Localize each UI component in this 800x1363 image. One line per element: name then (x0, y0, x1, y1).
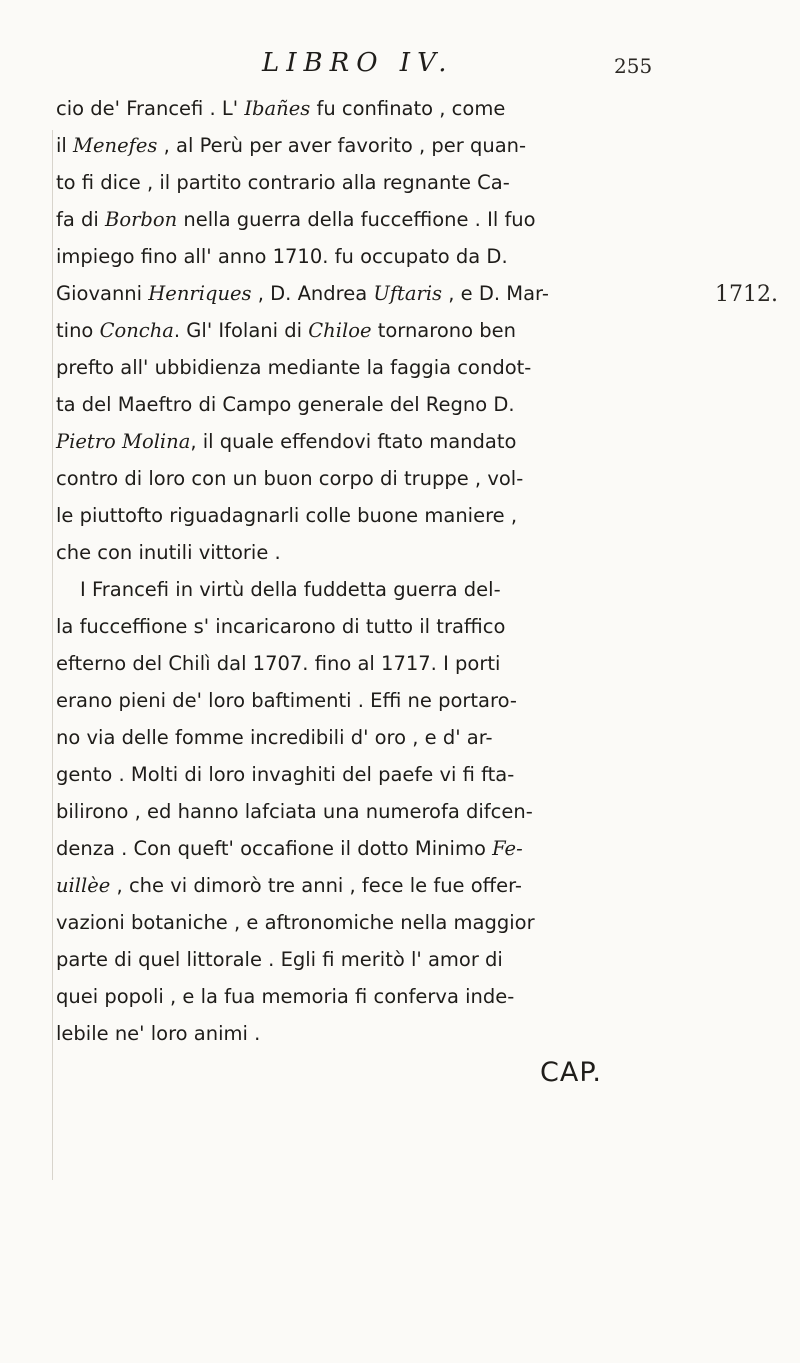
text-span: fa di (56, 208, 106, 231)
text-span: to fi dice , il partito contrario alla regnante Ca- (56, 171, 510, 194)
text-span: bilirono , ed hanno lafciata una numerofa difcen- (56, 800, 533, 823)
text-line (56, 904, 656, 941)
text-line (56, 90, 656, 127)
running-head: LIBRO IV. (262, 48, 454, 78)
text-span: . Gl' Ifolani di (173, 319, 309, 342)
text-span: efterno del Chilì dal 1707. fino al 1717. I porti (56, 652, 501, 675)
text-span: che con inutili vittorie . (56, 541, 281, 564)
italic-text: uillèe (56, 874, 111, 897)
text-line (56, 756, 656, 793)
text-span: prefto all' ubbidienza mediante la faggia condot- (56, 356, 532, 379)
text-line (56, 349, 656, 386)
text-line (56, 312, 656, 349)
text-span: denza . Con queft' occafione il dotto Minimo (56, 837, 493, 860)
text-span: contro di loro con un buon corpo di truppe , vol- (56, 467, 524, 490)
text-span: la fucceffione s' incaricarono di tutto il traffico (56, 615, 506, 638)
text-span: parte di quel littorale . Egli fi meritò l' amor di (56, 948, 503, 971)
text-line (56, 645, 656, 682)
text-span: il (56, 134, 74, 157)
text-line (56, 941, 656, 978)
text-span: quei popoli , e la fua memoria fi conferva inde- (56, 985, 515, 1008)
text-line (56, 682, 656, 719)
text-line (56, 201, 656, 238)
text-span: , che vi dimorò tre anni , fece le fue offer- (110, 874, 522, 897)
page-number: 255 (614, 54, 653, 78)
text-span: tino (56, 319, 100, 342)
text-line (56, 275, 656, 312)
text-line (56, 793, 656, 830)
text-line (56, 830, 656, 867)
text-span: Giovanni (56, 282, 149, 305)
italic-text: Uftaris (373, 282, 443, 305)
italic-text: Concha (99, 319, 174, 342)
text-line (56, 1015, 656, 1052)
text-line (56, 571, 656, 608)
text-span: tornarono ben (371, 319, 516, 342)
text-span: I Francefi in virtù della fuddetta guerra del- (80, 578, 501, 601)
text-line (56, 386, 656, 423)
text-line (56, 164, 656, 201)
italic-text: Ibañes (244, 97, 311, 120)
text-span: cio de' Francefi . L' (56, 97, 245, 120)
text-span: , D. Andrea (251, 282, 374, 305)
text-line (56, 127, 656, 164)
text-span: no via delle fomme incredibili d' oro , e d' ar- (56, 726, 493, 749)
italic-text: Menefes (73, 134, 158, 157)
text-span: , il quale effendovi ftato mandato (190, 430, 517, 453)
text-line (56, 719, 656, 756)
text-span: , e D. Mar- (442, 282, 549, 305)
page-header (0, 48, 800, 88)
text-span: le piuttofto riguadagnarli colle buone maniere , (56, 504, 518, 527)
text-span: fu confinato , come (310, 97, 506, 120)
page-gutter-edge (52, 130, 53, 1180)
text-line (56, 534, 656, 571)
text-span: nella guerra della fucceffione . Il fuo (177, 208, 536, 231)
text-span: erano pieni de' loro baftimenti . Effi ne portaro- (56, 689, 517, 712)
text-span: gento . Molti di loro invaghiti del paefe vi fi fta- (56, 763, 515, 786)
italic-text: Chiloe (308, 319, 372, 342)
text-span: vazioni botaniche , e aftronomiche nella maggior (56, 911, 535, 934)
margin-year-note: 1712. (715, 282, 778, 307)
catchword: CAP. (540, 1057, 602, 1088)
text-span: ta del Maeftro di Campo generale del Regno D. (56, 393, 515, 416)
italic-text: Henriques (148, 282, 252, 305)
text-line (56, 460, 656, 497)
text-line (56, 978, 656, 1015)
text-line (56, 497, 656, 534)
text-line (56, 238, 656, 275)
text-span: , al Perù per aver favorito , per quan- (157, 134, 527, 157)
text-span: impiego fino all' anno 1710. fu occupato da D. (56, 245, 508, 268)
italic-text: Fe- (492, 837, 523, 860)
text-span: lebile ne' loro animi . (56, 1022, 261, 1045)
italic-text: Pietro Molina (56, 430, 191, 453)
italic-text: Borbon (105, 208, 178, 231)
text-line (56, 867, 656, 904)
text-line (56, 608, 656, 645)
text-line (56, 423, 656, 460)
body-text (56, 90, 656, 1052)
